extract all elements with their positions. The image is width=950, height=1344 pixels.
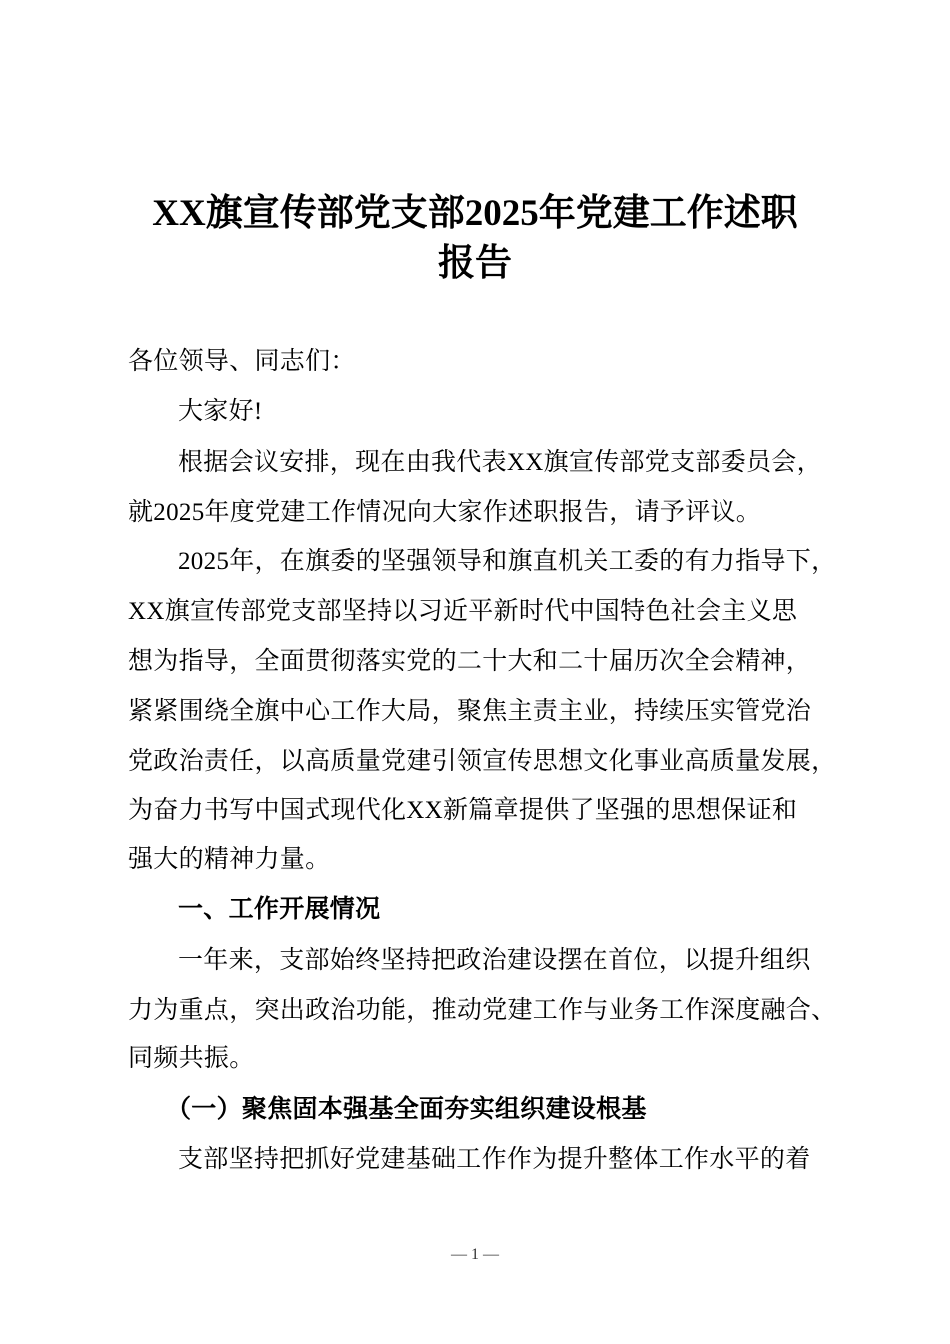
paragraph-line: 想为指导，全面贯彻落实党的二十大和二十届历次全会精神， <box>128 648 812 675</box>
paragraph-line: 力为重点，突出政治功能，推动党建工作与业务工作深度融合、 <box>128 997 837 1024</box>
salutation: 各位领导、同志们： <box>128 348 356 375</box>
document-title-line-1: XX旗宣传部党支部2025年党建工作述职 <box>152 193 798 234</box>
paragraph-line: 支部坚持把抓好党建基础工作作为提升整体工作水平的着 <box>178 1146 811 1173</box>
paragraph-line: 强大的精神力量。 <box>128 846 331 873</box>
paragraph-line: 党政治责任，以高质量党建引领宣传思想文化事业高质量发展， <box>128 748 837 775</box>
paragraph-line: 为奋力书写中国式现代化XX新篇章提供了坚强的思想保证和 <box>128 797 798 824</box>
subsection-heading: （一）聚焦固本强基全面夯实组织建设根基 <box>166 1096 647 1123</box>
paragraph-line: 一年来，支部始终坚持把政治建设摆在首位，以提升组织 <box>178 947 811 974</box>
section-heading: 一、工作开展情况 <box>178 896 381 923</box>
paragraph-line: 紧紧围绕全旗中心工作大局，聚焦主责主业，持续压实管党治 <box>128 698 812 725</box>
paragraph-line: 2025年，在旗委的坚强领导和旗直机关工委的有力指导下， <box>178 548 837 575</box>
paragraph-line: 就2025年度党建工作情况向大家作述职报告，请予评议。 <box>128 499 762 526</box>
paragraph-line: XX旗宣传部党支部坚持以习近平新时代中国特色社会主义思 <box>128 598 798 625</box>
paragraph-line: 大家好! <box>178 398 263 425</box>
document-title-line-2: 报告 <box>438 243 512 284</box>
paragraph-line: 同频共振。 <box>128 1045 255 1072</box>
page-number: — 1 — <box>451 1246 499 1263</box>
paragraph-line: 根据会议安排，现在由我代表XX旗宣传部党支部委员会， <box>178 449 822 476</box>
